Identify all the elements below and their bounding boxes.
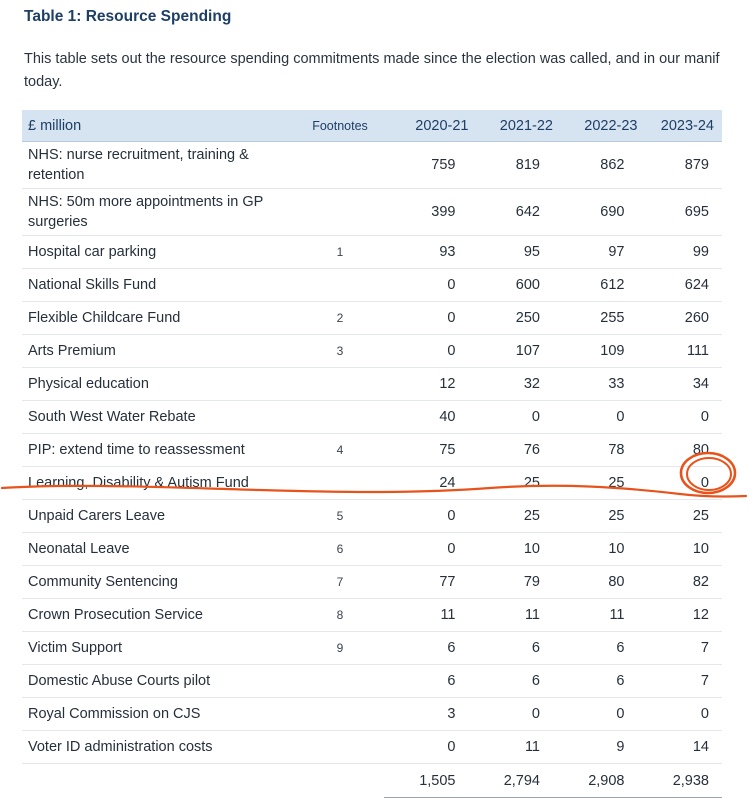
row-value: 0 [638, 467, 723, 500]
header-year: 2020-21 [384, 110, 469, 142]
table-row [22, 302, 722, 335]
row-label: Neonatal Leave [22, 533, 296, 566]
row-footnote [296, 665, 384, 698]
row-value: 10 [553, 533, 638, 566]
totals-rule-cell [469, 797, 554, 798]
row-label: Hospital car parking [22, 236, 296, 269]
row-label: Learning, Disability & Autism Fund [22, 467, 296, 500]
row-value: 6 [384, 632, 469, 665]
row-value: 80 [553, 566, 638, 599]
table-row [22, 599, 722, 632]
row-value: 99 [638, 236, 723, 269]
intro-paragraph [24, 48, 750, 94]
row-footnote: 3 [296, 335, 384, 368]
row-value: 612 [553, 269, 638, 302]
row-value: 11 [553, 599, 638, 632]
row-value: 260 [638, 302, 723, 335]
table-row [22, 401, 722, 434]
row-value: 7 [638, 632, 723, 665]
row-value: 33 [553, 368, 638, 401]
row-value: 97 [553, 236, 638, 269]
row-value: 0 [638, 698, 723, 731]
row-value: 0 [469, 401, 554, 434]
table-title: Table 1: Resource Spending [24, 8, 232, 25]
row-footnote: 7 [296, 566, 384, 599]
totals-spacer [296, 764, 384, 798]
row-value: 7 [638, 665, 723, 698]
row-value: 79 [469, 566, 554, 599]
table-row [22, 467, 722, 500]
row-value: 0 [384, 302, 469, 335]
row-value: 75 [384, 434, 469, 467]
row-label: Arts Premium [22, 335, 296, 368]
row-value: 32 [469, 368, 554, 401]
row-footnote [296, 698, 384, 731]
row-label: Physical education [22, 368, 296, 401]
row-value: 6 [384, 665, 469, 698]
totals-rule-cell [22, 797, 296, 798]
totals-rule-cell [553, 797, 638, 798]
totals-rule-cell [384, 797, 469, 798]
table-row [22, 434, 722, 467]
row-value: 9 [553, 731, 638, 764]
row-label: Crown Prosecution Service [22, 599, 296, 632]
row-footnote: 5 [296, 500, 384, 533]
table-row [22, 665, 722, 698]
row-value: 0 [384, 533, 469, 566]
row-value: 0 [384, 335, 469, 368]
row-footnote [296, 401, 384, 434]
row-value: 250 [469, 302, 554, 335]
row-value: 12 [384, 368, 469, 401]
row-value: 34 [638, 368, 723, 401]
table-row [22, 500, 722, 533]
row-value: 862 [553, 142, 638, 189]
row-value: 11 [469, 599, 554, 632]
row-value: 399 [384, 189, 469, 236]
row-value: 6 [553, 665, 638, 698]
row-value: 80 [638, 434, 723, 467]
intro-line-2: today. [24, 74, 63, 90]
row-value: 10 [469, 533, 554, 566]
row-value: 0 [638, 401, 723, 434]
total-value: 2,794 [469, 764, 554, 798]
row-value: 82 [638, 566, 723, 599]
row-label: NHS: nurse recruitment, training & retention [22, 142, 296, 189]
row-value: 3 [384, 698, 469, 731]
table-row [22, 632, 722, 665]
table-row [22, 236, 722, 269]
row-footnote [296, 269, 384, 302]
totals-row [22, 764, 722, 798]
intro-line-1: This table sets out the resource spending commitments made since the election was called, and in our manif [24, 51, 720, 67]
table-row [22, 368, 722, 401]
row-value: 25 [553, 500, 638, 533]
row-footnote: 9 [296, 632, 384, 665]
row-value: 0 [384, 500, 469, 533]
table-row [22, 142, 722, 189]
row-value: 759 [384, 142, 469, 189]
row-value: 14 [638, 731, 723, 764]
row-value: 107 [469, 335, 554, 368]
row-value: 600 [469, 269, 554, 302]
row-label: South West Water Rebate [22, 401, 296, 434]
row-footnote: 6 [296, 533, 384, 566]
row-value: 25 [638, 500, 723, 533]
row-value: 6 [469, 632, 554, 665]
table-row [22, 698, 722, 731]
row-label: National Skills Fund [22, 269, 296, 302]
row-value: 25 [469, 467, 554, 500]
header-year: 2023-24 [638, 110, 723, 142]
total-value: 1,505 [384, 764, 469, 798]
row-footnote: 1 [296, 236, 384, 269]
row-value: 0 [553, 698, 638, 731]
row-value: 95 [469, 236, 554, 269]
row-value: 93 [384, 236, 469, 269]
table-row [22, 533, 722, 566]
table-row [22, 731, 722, 764]
row-value: 0 [553, 401, 638, 434]
row-label: Victim Support [22, 632, 296, 665]
header-year: 2021-22 [469, 110, 554, 142]
row-value: 25 [469, 500, 554, 533]
row-value: 76 [469, 434, 554, 467]
table-body [22, 142, 722, 798]
totals-rule [22, 797, 722, 798]
row-value: 0 [469, 698, 554, 731]
row-label: Domestic Abuse Courts pilot [22, 665, 296, 698]
row-value: 10 [638, 533, 723, 566]
row-footnote: 8 [296, 599, 384, 632]
table-row [22, 566, 722, 599]
row-value: 255 [553, 302, 638, 335]
row-label: Community Sentencing [22, 566, 296, 599]
row-value: 25 [553, 467, 638, 500]
row-label: PIP: extend time to reassessment [22, 434, 296, 467]
row-value: 11 [469, 731, 554, 764]
row-value: 40 [384, 401, 469, 434]
row-value: 819 [469, 142, 554, 189]
row-footnote [296, 142, 384, 189]
row-value: 24 [384, 467, 469, 500]
totals-spacer [22, 764, 296, 798]
row-value: 6 [469, 665, 554, 698]
row-footnote: 2 [296, 302, 384, 335]
table-row [22, 269, 722, 302]
row-value: 77 [384, 566, 469, 599]
row-footnote [296, 368, 384, 401]
header-year: 2022-23 [553, 110, 638, 142]
row-label: Flexible Childcare Fund [22, 302, 296, 335]
table-row [22, 335, 722, 368]
totals-rule-cell [296, 797, 384, 798]
total-value: 2,938 [638, 764, 723, 798]
row-label: Unpaid Carers Leave [22, 500, 296, 533]
row-label: NHS: 50m more appointments in GP surgeries [22, 189, 296, 236]
row-value: 0 [384, 269, 469, 302]
header-row [22, 110, 722, 142]
totals-rule-cell [638, 797, 723, 798]
row-value: 879 [638, 142, 723, 189]
row-value: 690 [553, 189, 638, 236]
row-value: 109 [553, 335, 638, 368]
table-row [22, 189, 722, 236]
row-value: 111 [638, 335, 723, 368]
row-value: 624 [638, 269, 723, 302]
row-footnote [296, 189, 384, 236]
resource-spending-table [22, 110, 722, 798]
row-footnote [296, 731, 384, 764]
row-value: 78 [553, 434, 638, 467]
row-footnote [296, 467, 384, 500]
row-value: 0 [384, 731, 469, 764]
row-value: 12 [638, 599, 723, 632]
row-value: 642 [469, 189, 554, 236]
header-unit: £ million [22, 110, 296, 142]
header-footnotes: Footnotes [296, 110, 384, 142]
row-footnote: 4 [296, 434, 384, 467]
row-label: Royal Commission on CJS [22, 698, 296, 731]
row-value: 695 [638, 189, 723, 236]
total-value: 2,908 [553, 764, 638, 798]
row-value: 6 [553, 632, 638, 665]
row-value: 11 [384, 599, 469, 632]
row-label: Voter ID administration costs [22, 731, 296, 764]
